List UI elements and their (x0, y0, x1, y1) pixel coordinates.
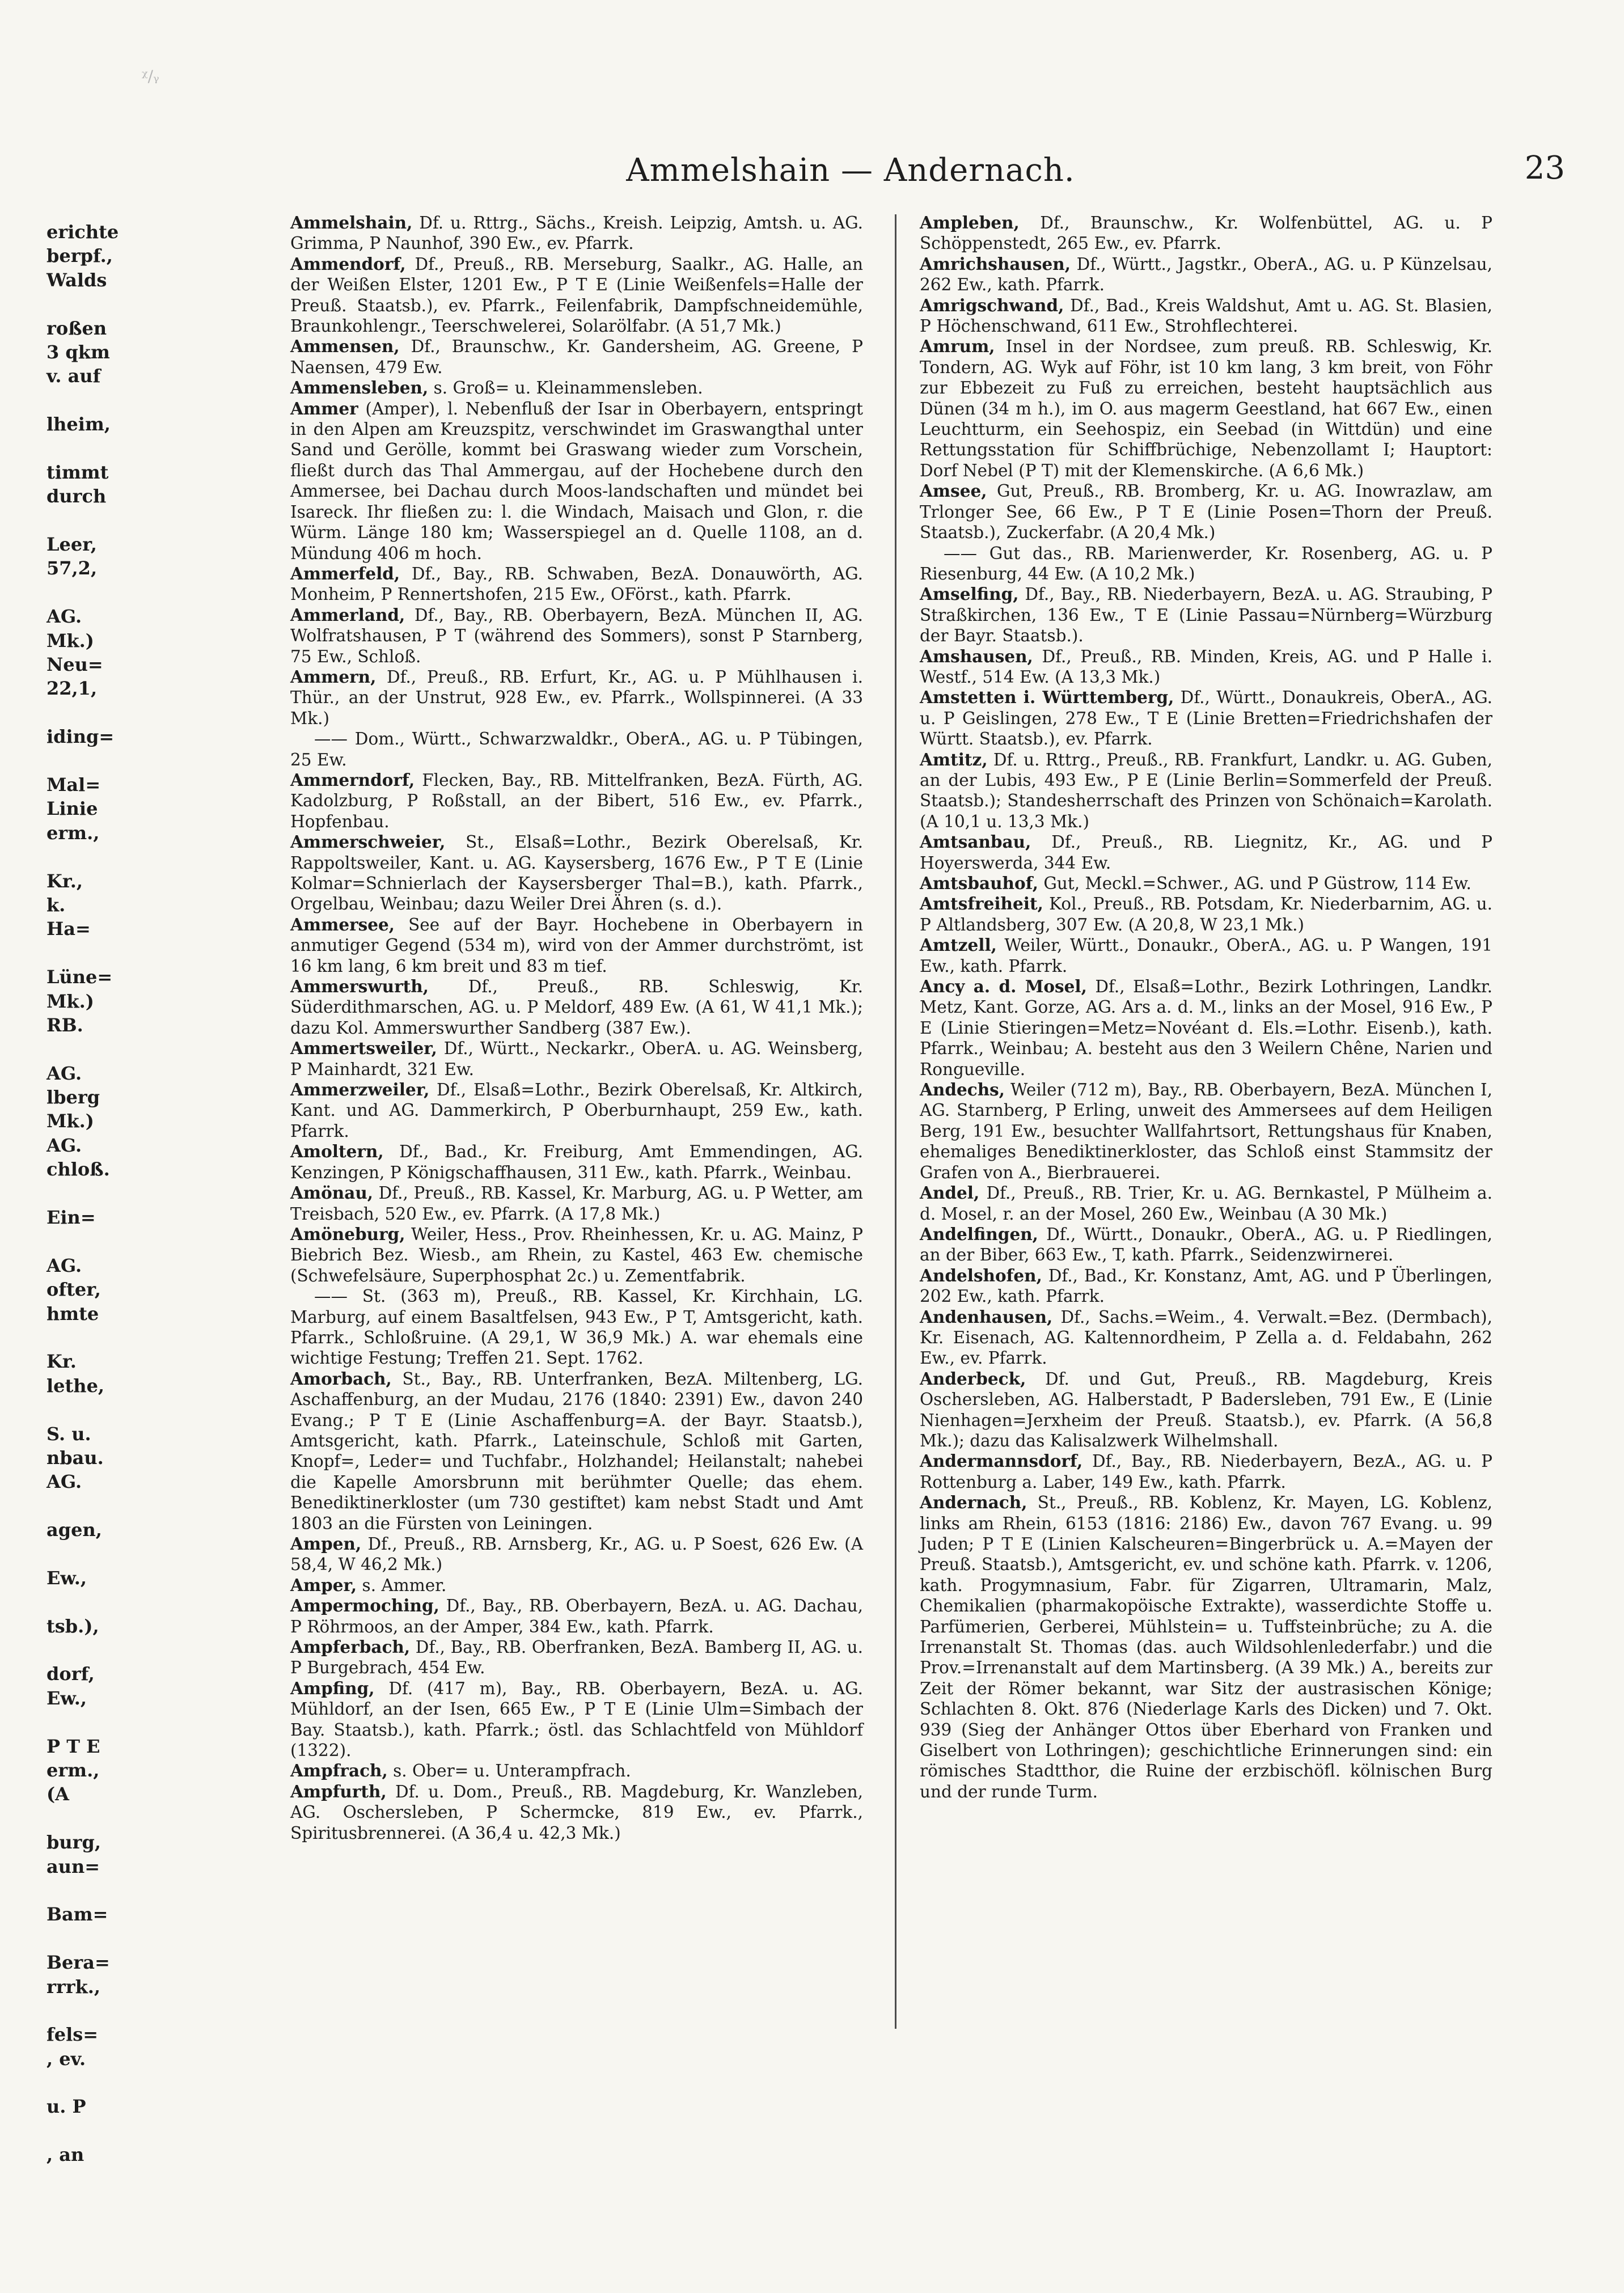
fragment-line: lethe, (46, 1374, 105, 1397)
dictionary-entry (920, 213, 1492, 254)
fragment-line (46, 581, 149, 604)
entry-headword: Ampfrach, (290, 1761, 388, 1781)
column-divider (895, 214, 896, 2029)
fragment-line (46, 1710, 149, 1734)
fragment-line: agen, (46, 1519, 102, 1541)
entry-headword: Andernach, (920, 1492, 1027, 1513)
fragment-line: aun= (46, 1855, 100, 1877)
entry-text: Df. u. Dom., Preuß., RB. Magdeburg, Kr. Wanzleben, AG. Oschersleben, P Schermcke, 819 Ew., ev. Pfarrk., Spiritusbrennerei. (A 36,4 u. 42,3 Mk.) (290, 1782, 863, 1843)
dictionary-entry (290, 770, 863, 832)
fragment-line: hmte (46, 1302, 99, 1325)
fragment-line: 3 qkm (46, 341, 110, 363)
fragment-line (46, 2119, 149, 2143)
fragment-line (46, 388, 149, 412)
fragment-line: iding= (46, 726, 115, 748)
fragment-line: u. P (46, 2096, 86, 2118)
fragment-line (46, 749, 149, 773)
fragment-line (46, 1879, 149, 1902)
dictionary-entry (920, 543, 1492, 585)
entry-text: Df., Preuß., RB. Kassel, Kr. Marburg, AG. u. P Wetter, am Treisbach, 520 Ew., ev. Pfarrk. (A 17,8 Mk.) (290, 1183, 863, 1224)
fragment-line: fels= (46, 2024, 99, 2046)
entry-headword: Andelfingen, (920, 1224, 1038, 1244)
entry-headword: Amtsanbau, (920, 832, 1031, 852)
fragment-line: (A (46, 1783, 69, 1805)
entry-headword: Amtitz, (920, 749, 988, 769)
entry-headword: Ammersee, (290, 914, 395, 934)
fragment-line: 22,1, (46, 678, 98, 700)
right-column (920, 213, 1492, 2044)
entry-headword: Amtsbauhof, (920, 873, 1038, 893)
fragment-line: ofter, (46, 1279, 101, 1301)
dictionary-entry (290, 1596, 863, 1637)
entry-text: Df., Preuß., RB. Merseburg, Saalkr., AG. Halle, an der Weißen Elster, 1201 Ew., P T E (Linie Weißenfels=Halle der Preuß. Staatsb.), ev. Pfarrk., Feilenfabrik, Dampfschneidemühle, Braunkohlengr., Teerschwelerei, Solarölfabr. (A 51,7 Mk.) (290, 254, 863, 336)
entry-text: Df. und Gut, Preuß., RB. Magdeburg, Kreis Oschersleben, AG. Halberstadt, P Badersleben, 791 Ew., E (Linie Nienhagen=Jerxheim der Preuß. Staatsb.), ev. Pfarrk. (A 56,8 Mk.); dazu das Kalisalzwerk Wilhelmshall. (920, 1369, 1492, 1450)
entry-headword: Ammerschweier, (290, 832, 446, 852)
fragment-line: berpf., (46, 245, 113, 267)
entry-headword: Ampleben, (920, 213, 1020, 232)
dictionary-entry (920, 687, 1492, 749)
entry-text: Df., Württ., Donaukr., OberA., AG. u. P Riedlingen, an der Biber, 663 Ew., T, kath. Pfarrk., Seidenzwirnerei. (920, 1224, 1492, 1265)
entry-text: s. Ober= u. Unterampfrach. (387, 1761, 631, 1781)
entry-text: —— Gut das., RB. Marienwerder, Kr. Rosenberg, AG. u. P Riesenburg, 44 Ew. (A 10,2 Mk.) (920, 543, 1492, 583)
fragment-line (46, 1494, 149, 1518)
fragment-line: erm., (46, 822, 100, 844)
fragment-line: Mk.) (46, 629, 94, 651)
fragment-line: RB. (46, 1014, 83, 1036)
dictionary-entry (290, 667, 863, 729)
entry-headword: Ampen, (290, 1534, 362, 1554)
dictionary-entry (290, 729, 863, 770)
fragment-line (46, 1927, 149, 1951)
fragment-line (46, 701, 149, 725)
entry-text: Df., Elsaß=Lothr., Bezirk Oberelsaß, Kr. Altkirch, Kant. und AG. Dammerkirch, P Oberburnhaupt, 259 Ew., kath. Pfarrk. (290, 1080, 863, 1141)
dictionary-entry (920, 832, 1492, 873)
fragment-line: roßen (46, 317, 107, 339)
fragment-line: Linie (46, 798, 98, 820)
entry-headword: Amtzell, (920, 935, 997, 955)
entry-text: Df., Braunschw., Kr. Gandersheim, AG. Greene, P Naensen, 479 Ew. (290, 337, 863, 377)
fragment-line: S. u. (46, 1423, 91, 1445)
entry-text: Gut, Preuß., RB. Bromberg, Kr. u. AG. Inowrazlaw, am Trlonger See, 66 Ew., P T E (Linie Posen=Thorn der Preuß. Staatsb.), Zuckerfabr. (A 20,4 Mk.) (920, 481, 1492, 543)
fragment-line: Ew., (46, 1687, 87, 1709)
fragment-line (46, 509, 149, 532)
dictionary-entry (920, 1369, 1492, 1452)
entry-text: Weiler (712 m), Bay., RB. Oberbayern, BezA. München I, AG. Starnberg, P Erling, unweit des Ammersees auf dem Heiligen Berg, 191 Ew., besuchter Wallfahrtsort, Rettungshaus für Knaben, ehemaliges Benediktinerkloster, das Schloß einst Stammsitz der Grafen von A., Bierbrauerei. (920, 1080, 1492, 1182)
entry-headword: Ammern, (290, 666, 377, 687)
fragment-line: AG. (46, 606, 82, 628)
entry-text: Df., Bay., RB. Niederbayern, BezA., AG. u. P Rottenburg a. Laber, 149 Ew., kath. Pfarrk. (920, 1452, 1492, 1492)
fragment-line (46, 845, 149, 869)
dictionary-entry (290, 1183, 863, 1224)
fragment-line (46, 1999, 149, 2023)
entry-text: Df. u. Rttrg., Sächs., Kreish. Leipzig, Amtsh. u. AG. Grimma, P Naunhof, 390 Ew., ev. Pfarrk. (290, 213, 863, 253)
entry-text: St., Preuß., RB. Koblenz, Kr. Mayen, LG. Koblenz, links am Rhein, 6153 (1816: 2186) Ew., davon 767 Evang. u. 99 Juden; P T E (Linien Kalscheuren=Bingerbrück u. A.=Mayen der Preuß. Staatsb.), Amtsgericht, ev. und schöne kath. Pfarrk. v. 1206, kath. Progymnasium, Fabr. für Zigarren, Ultramarin, Malz, Chemikalien (pharmakopöische Extrakte), wasserdichte Stoffe u. Parfümerien, Gerberei, Mühlstein= u. Tuffsteinbrüche; zu A. die Irrenanstalt St. Thomas (das. auch Wildsohlenlederfabr.) und die Prov.=Irrenanstalt auf dem Martinsberg. (A 39 Mk.) A., bereits zur Zeit der Römer bekannt, war Sitz der austrasischen Könige; Schlachten 8. Okt. 876 (Niederlage Karls des Dicken) und 7. Okt. 939 (Sieg der Anhänger Ottos über Eberhard von Franken und Giselbert von Lothringen); geschichtliche Erinnerungen sind: ein römisches Stadtthor, die Ruine der erzbischöfl. kölnischen Burg und der runde Turm. (920, 1493, 1492, 1801)
entry-headword: Amper, (290, 1575, 357, 1595)
fragment-line (46, 941, 149, 965)
entry-text: Df., Württ., Donaukreis, OberA., AG. u. P Geislingen, 278 Ew., T E (Linie Bretten=Friedrichshafen der Württ. Staatsb.), ev. Pfarrk. (920, 688, 1492, 749)
entry-text: —— Dom., Württ., Schwarzwaldkr., OberA., AG. u. P Tübingen, 25 Ew. (290, 729, 863, 769)
dictionary-entry (920, 1183, 1492, 1224)
entry-headword: Amönau, (290, 1183, 374, 1203)
fragment-line (46, 437, 149, 460)
fragment-line: chloß. (46, 1158, 110, 1181)
entry-text: Df., Braunschw., Kr. Wolfenbüttel, AG. u. P Schöppenstedt, 265 Ew., ev. Pfarrk. (920, 213, 1492, 253)
fragment-line: Bera= (46, 1952, 110, 1974)
fragment-line (46, 1590, 149, 1614)
fragment-line: burg, (46, 1831, 102, 1854)
entry-text: Df., Bad., Kr. Konstanz, Amt, AG. und P Überlingen, 202 Ew., kath. Pfarrk. (920, 1266, 1492, 1306)
corner-mark: ᵡ/ᵧ (142, 67, 159, 86)
fragment-line (46, 1807, 149, 1830)
entry-headword: Ampermoching, (290, 1596, 439, 1616)
fragment-line: Mk.) (46, 990, 94, 1012)
dictionary-entry (290, 976, 863, 1038)
dictionary-entry (290, 1782, 863, 1843)
entry-text: St., Bay., RB. Unterfranken, BezA. Miltenberg, LG. Aschaffenburg, an der Mudau, 2176 (1840: 2391) Ew., davon 240 Evang.; P T E (Linie Aschaffenburg=A. der Bayr. Staatsb.), Amtsgericht, kath. Pfarrk., Lateinschule, Schloß mit Garten, Knopf=, Leder= und Tuchfabr., Holzhandel; Heilanstalt; nahebei die Kapelle Amorsbrunn mit berühmter Quelle; das ehem. Benediktinerkloster (um 730 gestiftet) kam nebst Stadt und Amt 1803 an die Fürsten von Leiningen. (290, 1369, 863, 1533)
entry-headword: Anderbeck, (920, 1368, 1026, 1389)
dictionary-entry (920, 1492, 1492, 1802)
fragment-line: lheim, (46, 413, 111, 435)
entry-text: s. Ammer. (357, 1575, 447, 1595)
entry-text: Df., Württ., Jagstkr., OberA., AG. u. P Künzelsau, 262 Ew., kath. Pfarrk. (920, 254, 1492, 295)
fragment-line: Ein= (46, 1207, 96, 1229)
dictionary-entry (290, 915, 863, 976)
entry-headword: Ammer (290, 398, 358, 418)
fragment-line (46, 1182, 149, 1205)
dictionary-entry (920, 481, 1492, 543)
dictionary-entry (290, 564, 863, 605)
entry-text: Df., Bad., Kr. Freiburg, Amt Emmendingen, AG. Kenzingen, P Königschaffhausen, 311 Ew., kath. Pfarrk., Weinbau. (290, 1142, 863, 1182)
fragment-line: AG. (46, 1471, 82, 1493)
entry-headword: Ammelshain, (290, 213, 413, 232)
fragment-line (46, 1638, 149, 1662)
entry-text: Df., Preuß., RB. Minden, Kreis, AG. und P Halle i. Westf., 514 Ew. (A 13,3 Mk.) (920, 646, 1492, 687)
dictionary-entry (290, 254, 863, 337)
entry-headword: Amrum, (920, 336, 995, 357)
entry-headword: Andenhausen, (920, 1306, 1053, 1327)
fragment-line: Mal= (46, 773, 101, 796)
entry-text: s. Groß= u. Kleinammensleben. (428, 378, 703, 398)
running-head-title: Ammelshain — Andernach. (626, 152, 1075, 189)
entry-headword: Amrigschwand, (920, 295, 1064, 315)
entry-text: Df., Württ., Neckarkr., OberA. u. AG. Weinsberg, P Mainhardt, 321 Ew. (290, 1039, 863, 1079)
dictionary-entry (290, 605, 863, 667)
dictionary-entry (920, 254, 1492, 295)
page-number: 23 (1524, 150, 1565, 187)
dictionary-entry (920, 935, 1492, 976)
entry-text: See auf der Bayr. Hochebene in Oberbayern in anmutiger Gegend (534 m), wird von der Ammer durchströmt, ist 16 km lang, 6 km breit und 83 m tief. (290, 915, 863, 976)
fragment-line: erichte (46, 221, 119, 243)
entry-text: Flecken, Bay., RB. Mittelfranken, BezA. Fürth, AG. Kadolzburg, P Roßstall, an der Bibert, 516 Ew., ev. Pfarrk., Hopfenbau. (290, 770, 863, 831)
entry-headword: Ammertsweiler, (290, 1038, 437, 1059)
fragment-line: AG. (46, 1062, 82, 1084)
entry-headword: Andechs, (920, 1080, 1005, 1100)
entry-headword: Andel, (920, 1183, 980, 1203)
fragment-line: Kr. (46, 1351, 77, 1373)
entry-headword: Amorbach, (290, 1368, 392, 1389)
entry-headword: Ammerfeld, (290, 563, 400, 583)
dictionary-entry (290, 378, 863, 398)
fragment-line: Bam= (46, 1903, 108, 1926)
fragment-line: v. auf (46, 365, 101, 387)
fragment-line: Ha= (46, 918, 91, 940)
entry-text: Insel in der Nordsee, zum preuß. RB. Schleswig, Kr. Tondern, AG. Wyk auf Föhr, ist 10 km lang, 3 km breit, von Föhr zur Ebbezeit zu Fuß zu erreichen, besteht hauptsächlich aus Dünen (34 m h.), im O. aus magerm Geestland, hat 667 Ew., einen Leuchtturm, ein Seehospiz, ein Seebad (in Wittdün) und eine Rettungsstation für Schiffbrüchige, Nebenzollamt I; Hauptort: Dorf Nebel (P T) mit der Klemenskirche. (A 6,6 Mk.) (920, 337, 1492, 480)
entry-headword: Andelshofen, (920, 1265, 1042, 1285)
entry-text: Df., Bay., RB. Niederbayern, BezA. u. AG. Straubing, P Straßkirchen, 136 Ew., T E (Linie Passau=Nürnberg=Würzburg der Bayr. Staatsb.). (920, 585, 1492, 646)
dictionary-entry (290, 1038, 863, 1080)
entry-headword: Ancy a. d. Mosel, (920, 976, 1087, 997)
entry-text: Df., Preuß., RB. Erfurt, Kr., AG. u. P Mühlhausen i. Thür., an der Unstrut, 928 Ew., ev. Pfarrk., Wollspinnerei. (A 33 Mk.) (290, 667, 863, 728)
fragment-line: P T E (46, 1735, 100, 1757)
entry-headword: Ammensleben, (290, 378, 429, 398)
entry-headword: Ampfurth, (290, 1781, 387, 1801)
dictionary-entry (920, 750, 1492, 832)
entry-text: Df., Preuß., RB. Schleswig, Kr. Süderdithmarschen, AG. u. P Meldorf, 489 Ew. (A 61, W 41,1 Mk.); dazu Kol. Ammerswurther Sandberg (387 Ew.). (290, 977, 863, 1038)
dictionary-entry (920, 336, 1492, 481)
entry-headword: Amshausen, (920, 646, 1033, 666)
entry-text: Df., Bad., Kreis Waldshut, Amt u. AG. St. Blasien, P Höchenschwand, 611 Ew., Strohflechterei. (920, 295, 1492, 336)
fragment-line (46, 1326, 149, 1349)
entry-text: Df., Bay., RB. Oberbayern, BezA. u. AG. Dachau, P Röhrmoos, an der Amper, 384 Ew., kath. Pfarrk. (290, 1596, 863, 1636)
dictionary-entry (290, 1141, 863, 1183)
entry-headword: Andermannsdorf, (920, 1451, 1083, 1471)
entry-headword: Ammendorf, (290, 253, 406, 274)
fragment-line: Ew., (46, 1567, 87, 1589)
fragment-line: Mk.) (46, 1110, 94, 1132)
fragment-line: AG. (46, 1254, 82, 1276)
entry-text: Df., Preuß., RB. Liegnitz, Kr., AG. und P Hoyerswerda, 344 Ew. (920, 832, 1492, 873)
dictionary-entry (920, 295, 1492, 337)
dictionary-entry (290, 1761, 863, 1781)
dictionary-entry (290, 399, 863, 564)
fragment-line: , ev. (46, 2047, 86, 2070)
entry-headword: Amsee, (920, 481, 987, 501)
fragment-line (46, 1398, 149, 1422)
dictionary-entry (290, 832, 863, 915)
entry-headword: Ammerswurth, (290, 976, 429, 997)
entry-headword: Ammerndorf, (290, 769, 415, 790)
dictionary-entry (290, 1637, 863, 1678)
fragment-line: Walds (46, 269, 107, 291)
dictionary-entry (290, 336, 863, 378)
entry-text: Df., Elsaß=Lothr., Bezirk Lothringen, Landkr. Metz, Kant. Gorze, AG. Ars a. d. M., links an der Mosel, 916 Ew., P E (Linie Stieringen=Metz=Novéant d. Els.=Lothr. Eisenb.), kath. Pfarrk., Weinbau; A. besteht aus den 3 Weilern Chêne, Narien und Rongueville. (920, 977, 1492, 1079)
entry-text: St., Elsaß=Lothr., Bezirk Oberelsaß, Kr. Rappoltsweiler, Kant. u. AG. Kaysersberg, 1676 Ew., P T E (Linie Kolmar=Schnierlach der Kaysersberger Thal=B.), kath. Pfarrk., Orgelbau, Weinbau; dazu Weiler Drei Ähren (s. d.). (290, 832, 863, 914)
fragment-line: dorf, (46, 1663, 95, 1685)
dictionary-entry (920, 646, 1492, 688)
fragment-line: 57,2, (46, 557, 98, 579)
entry-text: Df., Preuß., RB. Arnsberg, Kr., AG. u. P Soest, 626 Ew. (A 58,4, W 46,2 Mk.) (290, 1534, 863, 1575)
fragment-line: Kr., (46, 870, 83, 892)
fragment-line: AG. (46, 1134, 82, 1156)
fragment-line: erm., (46, 1759, 100, 1781)
entry-text: Kol., Preuß., RB. Potsdam, Kr. Niederbarnim, AG. u. P Altlandsberg, 307 Ew. (A 20,8, W 23,1 Mk.) (920, 894, 1492, 934)
dictionary-entry (920, 873, 1492, 894)
entry-text: Df., Preuß., RB. Trier, Kr. u. AG. Bernkastel, P Mülheim a. d. Mosel, r. an der Mosel, 260 Ew., Weinbau (A 30 Mk.) (920, 1183, 1492, 1224)
entry-headword: Amtsfreiheit, (920, 894, 1043, 914)
dictionary-entry (290, 1224, 863, 1286)
entry-headword: Ampferbach, (290, 1637, 411, 1657)
dictionary-entry (290, 1369, 863, 1534)
dictionary-entry (920, 1224, 1492, 1266)
fragment-line: Neu= (46, 654, 103, 676)
entry-text: Df., Bay., RB. Oberbayern, BezA. München II, AG. Wolfratshausen, P T (während des Sommers), sonst P Starnberg, 75 Ew., Schloß. (290, 605, 863, 666)
facing-page-fragment (46, 220, 149, 2166)
dictionary-entry (920, 1080, 1492, 1183)
fragment-line (46, 1229, 149, 1253)
entry-headword: Ammerzweiler, (290, 1080, 430, 1100)
entry-headword: Amrichshausen, (920, 253, 1071, 274)
entry-headword: Amöneburg, (290, 1224, 405, 1244)
entry-text: Weiler, Hess., Prov. Rheinhessen, Kr. u. AG. Mainz, P Biebrich Bez. Wiesb., am Rhein, zu Kastel, 463 Ew. chemische (Schwefelsäure, Superphosphat 2c.) u. Zementfabrik. (290, 1224, 863, 1285)
dictionary-entry (290, 1575, 863, 1596)
entry-text: Df., Sachs.=Weim., 4. Verwalt.=Bez. (Dermbach), Kr. Eisenach, AG. Kaltennordheim, P Zella a. d. Feldabahn, 262 Ew., ev. Pfarrk. (920, 1307, 1492, 1368)
entry-text: —— St. (363 m), Preuß., RB. Kassel, Kr. Kirchhain, LG. Marburg, auf einem Basaltfelsen, 943 Ew., P T, Amtsgericht, kath. Pfarrk., Schloßruine. (A 29,1, W 36,9 Mk.) A. war ehemals eine wichtige Festung; Treffen 21. Sept. 1762. (290, 1287, 863, 1368)
fragment-line: , an (46, 2144, 84, 2166)
entry-text: Df. u. Rttrg., Preuß., RB. Frankfurt, Landkr. u. AG. Guben, an der Lubis, 493 Ew., P E (Linie Berlin=Sommerfeld der Preuß. Staatsb.); Standesherrschaft des Prinzen von Schönaich=Karolath. (A 10,1 u. 13,3 Mk.) (920, 750, 1492, 831)
entry-headword: Amselfing, (920, 584, 1019, 604)
entry-headword: Amstetten i. Württemberg, (920, 687, 1174, 708)
dictionary-entry (920, 1266, 1492, 1307)
fragment-line: lberg (46, 1086, 100, 1109)
entry-text: Df., Bay., RB. Schwaben, BezA. Donauwörth, AG. Monheim, P Rennertshofen, 215 Ew., OFörst., kath. Pfarrk. (290, 564, 863, 604)
entry-text: Weiler, Württ., Donaukr., OberA., AG. u. P Wangen, 191 Ew., kath. Pfarrk. (920, 936, 1492, 976)
dictionary-entry (290, 213, 863, 254)
entry-headword: Amoltern, (290, 1141, 384, 1162)
fragment-line: Leer, (46, 534, 97, 556)
fragment-line (46, 1542, 149, 1566)
dictionary-entry (920, 894, 1492, 935)
entry-headword: Ammerland, (290, 604, 405, 625)
fragment-line (46, 1037, 149, 1061)
dictionary-entry (920, 976, 1492, 1080)
fragment-line (46, 292, 149, 316)
fragment-line: Lüne= (46, 966, 113, 988)
dictionary-entry (290, 1286, 863, 1369)
dictionary-entry (290, 1534, 863, 1575)
dictionary-entry (290, 1080, 863, 1141)
entry-text: (Amper), l. Nebenfluß der Isar in Oberbayern, entspringt in den Alpen am Kreuzspitz, verschwindet im Graswangthal unter Sand und Gerölle, kommt bei Graswang wieder zum Vorschein, fließt durch das Thal Ammergau, auf der Hochebene durch den Ammersee, bei Dachau durch Moos-landschaften und mündet bei Isareck. Ihr fließen zu: l. die Windach, Maisach und Glon, r. die Würm. Länge 180 km; Wasserspiegel an d. Quelle 1108, an d. Mündung 406 m hoch. (290, 399, 863, 563)
entry-text: Df. (417 m), Bay., RB. Oberbayern, BezA. u. AG. Mühldorf, an der Isen, 665 Ew., P T E (Linie Ulm=Simbach der Bay. Staatsb.), kath. Pfarrk.; östl. das Schlachtfeld von Mühldorf (1322). (290, 1678, 863, 1761)
fragment-line: rrrk., (46, 1975, 101, 1998)
entry-text: Df., Bay., RB. Oberfranken, BezA. Bamberg II, AG. u. P Burgebrach, 454 Ew. (290, 1638, 863, 1678)
fragment-line: tsb.), (46, 1615, 99, 1637)
fragment-line: durch (46, 485, 107, 507)
fragment-line: timmt (46, 461, 109, 483)
entry-headword: Ampfing, (290, 1678, 375, 1698)
fragment-line (46, 2071, 149, 2095)
entry-text: Gut, Meckl.=Schwer., AG. und P Güstrow, 114 Ew. (1038, 874, 1471, 893)
fragment-line: k. (46, 894, 66, 916)
dictionary-entry (920, 584, 1492, 646)
dictionary-entry (920, 1307, 1492, 1369)
left-column (290, 213, 863, 2044)
fragment-line: nbau. (46, 1446, 104, 1469)
dictionary-entry (920, 1451, 1492, 1492)
dictionary-entry (290, 1678, 863, 1761)
entry-headword: Ammensen, (290, 336, 400, 357)
